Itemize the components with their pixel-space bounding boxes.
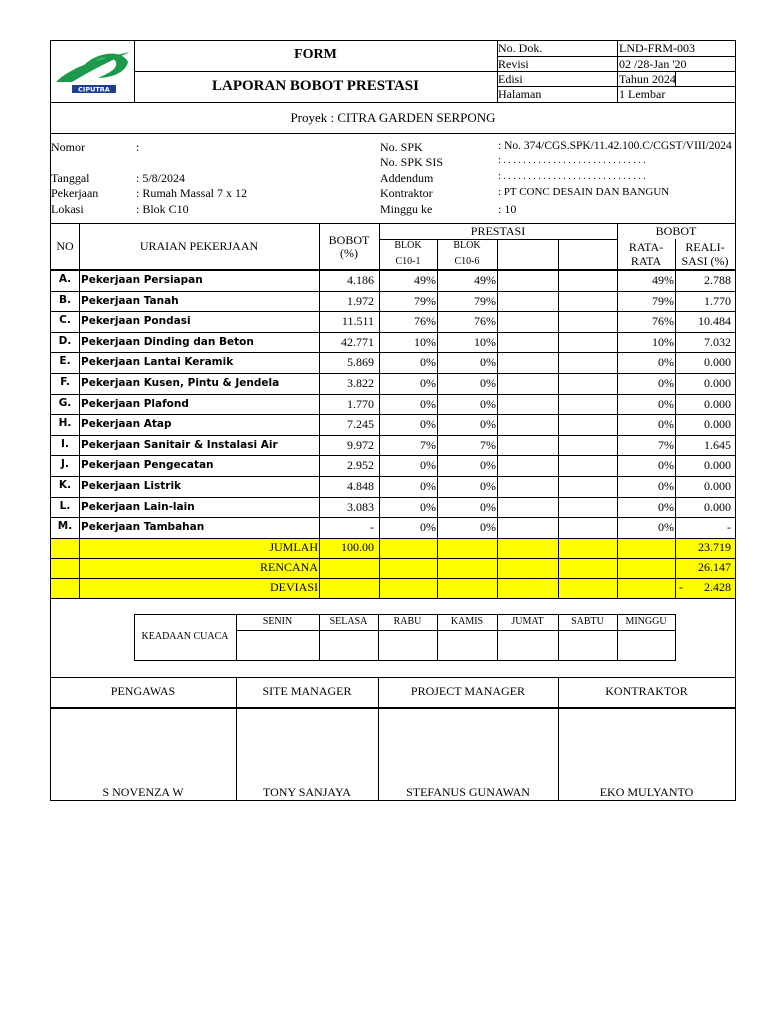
row-bobot: 11.511 [341, 314, 374, 328]
row-blok1: 7% [420, 438, 436, 452]
weather-label: KEADAAN CUACA [141, 631, 229, 642]
col-header-uraian: URAIAN PEKERJAAN [139, 239, 259, 253]
row-realisasi: 0.000 [704, 479, 731, 493]
row-blok2: 49% [474, 273, 496, 287]
info-spk-value: : No. 374/CGS.SPK/11.42.100.C/CGST/VIII/2024 [498, 140, 732, 152]
row-no: L. [59, 500, 71, 512]
col-header-blok2-b: C10-6 [454, 256, 480, 267]
info-kontraktor-value: : PT CONC DESAIN DAN BANGUN [498, 186, 670, 198]
form-label: FORM [294, 47, 337, 62]
doc-value-revisi: 02 /28-Jan '20 [619, 57, 687, 71]
signature-name: S NOVENZA W [102, 785, 184, 799]
row-name: Pekerjaan Lain-lain [81, 501, 195, 513]
row-realisasi: 0.000 [704, 458, 731, 472]
col-header-blok2-a: BLOK [453, 240, 481, 251]
deviasi-sign: - [679, 580, 683, 594]
row-rata: 76% [652, 314, 674, 328]
weather-day-jumat: JUMAT [511, 616, 544, 627]
weather-day-minggu: MINGGU [625, 616, 667, 627]
info-lokasi-label: Lokasi [51, 202, 84, 216]
doc-value-edisi: Tahun 2024 [619, 72, 676, 86]
row-blok2: 7% [480, 438, 496, 452]
row-blok2: 0% [480, 520, 496, 534]
row-realisasi: 0.000 [704, 417, 731, 431]
row-name: Pekerjaan Lantai Keramik [81, 356, 234, 368]
info-kontraktor-label: Kontraktor [380, 186, 433, 200]
info-nomor-label: Nomor [51, 140, 85, 154]
row-name: Pekerjaan Atap [81, 418, 172, 430]
row-blok2: 79% [474, 294, 496, 308]
col-header-bobot-1: BOBOT [328, 233, 370, 247]
info-pekerjaan-label: Pekerjaan [51, 186, 99, 200]
row-name: Pekerjaan Persiapan [81, 274, 203, 286]
row-bobot: 1.972 [347, 294, 374, 308]
row-bobot: 5.869 [347, 355, 374, 369]
row-rata: 10% [652, 335, 674, 349]
row-bobot: 1.770 [347, 397, 374, 411]
row-realisasi: 10.484 [698, 314, 731, 328]
row-no: F. [60, 376, 70, 388]
col-header-reali-1: REALI- [685, 240, 725, 254]
doc-label-edisi: Edisi [498, 72, 523, 86]
row-blok1: 0% [420, 520, 436, 534]
info-spk-sis-label: No. SPK SIS [380, 155, 444, 169]
row-blok2: 76% [474, 314, 496, 328]
row-blok1: 0% [420, 397, 436, 411]
info-minggu-value: : 10 [498, 202, 517, 216]
rencana-realisasi: 26.147 [698, 560, 731, 574]
doc-label-no-dok: No. Dok. [498, 41, 543, 55]
row-blok1: 0% [420, 417, 436, 431]
col-header-prestasi: PRESTASI [470, 224, 526, 238]
row-realisasi: 0.000 [704, 376, 731, 390]
info-minggu-label: Minggu ke [380, 202, 433, 216]
row-bobot: 2.952 [347, 458, 374, 472]
row-bobot: 42.771 [341, 335, 374, 349]
row-realisasi: 0.000 [704, 355, 731, 369]
col-header-blok1-b: C10-1 [395, 256, 421, 267]
deviasi-realisasi: 2.428 [704, 580, 731, 594]
weather-day-selasa: SELASA [329, 616, 368, 627]
row-no: M. [57, 520, 73, 532]
row-blok1: 0% [420, 500, 436, 514]
info-addendum-value: : . . . . . . . . . . . . . . . . . . . . . . . . . . . . . [498, 171, 646, 182]
logo-text: CIPUTRA [78, 85, 110, 94]
row-realisasi: 1.645 [704, 438, 731, 452]
signature-name: TONY SANJAYA [263, 785, 351, 799]
info-spk-label: No. SPK [380, 140, 423, 154]
row-bobot: 3.083 [347, 500, 374, 514]
col-header-rata-1: RATA- [628, 240, 664, 254]
row-bobot: 4.186 [347, 273, 374, 287]
row-blok1: 49% [414, 273, 436, 287]
signature-role: KONTRAKTOR [605, 684, 688, 698]
row-blok1: 76% [414, 314, 436, 328]
row-no: J. [61, 458, 69, 470]
row-realisasi: 7.032 [704, 335, 731, 349]
row-blok1: 0% [420, 458, 436, 472]
company-logo [52, 44, 132, 98]
row-rata: 0% [658, 376, 674, 390]
row-rata: 79% [652, 294, 674, 308]
document-title: LAPORAN BOBOT PRESTASI [212, 78, 419, 94]
row-name: Pekerjaan Tanah [81, 295, 179, 307]
row-rata: 0% [658, 520, 674, 534]
row-blok1: 79% [414, 294, 436, 308]
col-header-rata-2: RATA [630, 254, 662, 268]
project-title: Proyek : CITRA GARDEN SERPONG [290, 110, 496, 125]
row-no: D. [58, 335, 72, 347]
row-no: H. [58, 417, 72, 429]
doc-label-halaman: Halaman [498, 87, 542, 101]
doc-value-halaman: 1 Lembar [619, 87, 666, 101]
row-rata: 0% [658, 479, 674, 493]
row-name: Pekerjaan Tambahan [81, 521, 205, 533]
doc-label-revisi: Revisi [498, 57, 529, 71]
row-rata: 0% [658, 500, 674, 514]
rencana-label: RENCANA [259, 560, 318, 574]
row-bobot: - [370, 520, 374, 534]
row-blok2: 0% [480, 376, 496, 390]
row-bobot: 7.245 [347, 417, 374, 431]
row-blok2: 0% [480, 397, 496, 411]
signature-name: EKO MULYANTO [599, 785, 694, 799]
row-no: C. [59, 314, 71, 326]
info-tanggal-value: : 5/8/2024 [136, 171, 186, 185]
info-pekerjaan-value: : Rumah Massal 7 x 12 [136, 186, 247, 200]
info-lokasi-value: : Blok C10 [136, 202, 189, 216]
row-blok1: 0% [420, 355, 436, 369]
row-blok2: 0% [480, 417, 496, 431]
weather-day-rabu: RABU [393, 616, 422, 627]
row-name: Pekerjaan Dinding dan Beton [81, 336, 254, 348]
row-realisasi: 2.788 [704, 273, 731, 287]
weather-day-senin: SENIN [262, 616, 293, 627]
row-blok2: 0% [480, 458, 496, 472]
row-name: Pekerjaan Kusen, Pintu & Jendela [81, 377, 280, 389]
row-rata: 0% [658, 397, 674, 411]
row-no: E. [59, 355, 71, 367]
jumlah-realisasi: 23.719 [698, 540, 731, 554]
row-blok1: 10% [414, 335, 436, 349]
jumlah-bobot: 100.00 [341, 540, 374, 554]
row-bobot: 9.972 [347, 438, 374, 452]
signature-role: PENGAWAS [110, 684, 176, 698]
jumlah-label: JUMLAH [269, 540, 318, 554]
row-blok2: 0% [480, 355, 496, 369]
row-no: I. [61, 438, 69, 450]
row-rata: 7% [658, 438, 674, 452]
deviasi-label: DEVIASI [270, 580, 318, 594]
row-bobot: 4.848 [347, 479, 374, 493]
row-no: G. [58, 397, 72, 409]
signature-role: SITE MANAGER [262, 684, 352, 698]
col-header-reali-2: SASI (%) [681, 254, 729, 268]
row-blok1: 0% [420, 376, 436, 390]
info-addendum-label: Addendum [380, 171, 434, 185]
row-name: Pekerjaan Listrik [81, 480, 182, 492]
row-rata: 0% [658, 355, 674, 369]
col-header-no: NO [56, 239, 74, 253]
row-blok1: 0% [420, 479, 436, 493]
row-blok2: 0% [480, 479, 496, 493]
info-tanggal-label: Tanggal [51, 171, 90, 185]
row-blok2: 10% [474, 335, 496, 349]
row-name: Pekerjaan Plafond [81, 398, 189, 410]
row-name: Pekerjaan Sanitair & Instalasi Air [81, 439, 278, 451]
info-spk-sis-value: : . . . . . . . . . . . . . . . . . . . . . . . . . . . . . [498, 155, 646, 166]
row-blok2: 0% [480, 500, 496, 514]
row-name: Pekerjaan Pondasi [81, 315, 191, 327]
col-header-blok1-a: BLOK [394, 240, 422, 251]
weather-day-kamis: KAMIS [450, 616, 484, 627]
row-name: Pekerjaan Pengecatan [81, 459, 214, 471]
col-header-bobot-group: BOBOT [655, 224, 697, 238]
row-rata: 0% [658, 458, 674, 472]
row-no: A. [58, 273, 72, 285]
row-realisasi: 0.000 [704, 500, 731, 514]
signature-role: PROJECT MANAGER [410, 684, 526, 698]
row-no: B. [59, 294, 71, 306]
col-header-bobot-2: (%) [340, 246, 358, 260]
row-no: K. [58, 479, 72, 491]
signature-name: STEFANUS GUNAWAN [406, 785, 530, 799]
row-rata: 0% [658, 417, 674, 431]
doc-value-no-dok: LND-FRM-003 [619, 41, 696, 55]
info-nomor-value: : [136, 140, 140, 154]
row-rata: 49% [652, 273, 674, 287]
row-realisasi: 1.770 [704, 294, 731, 308]
weather-day-sabtu: SABTU [571, 616, 604, 627]
row-bobot: 3.822 [347, 376, 374, 390]
row-realisasi: 0.000 [704, 397, 731, 411]
row-realisasi: - [727, 520, 731, 534]
